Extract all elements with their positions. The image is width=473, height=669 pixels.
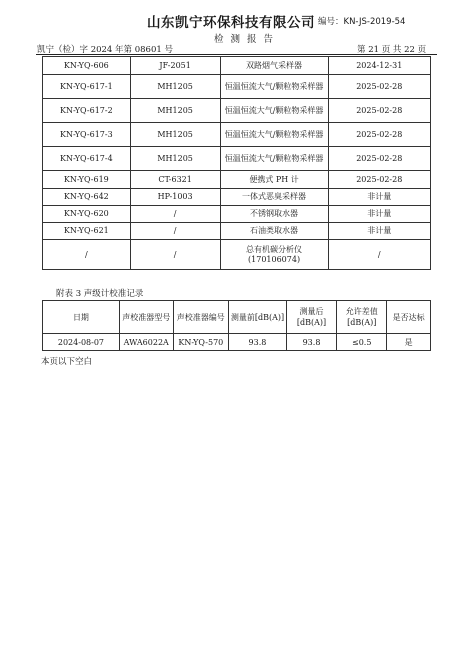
calibration-date: 2024-12-31	[328, 57, 430, 75]
equipment-id: KN-YQ-642	[43, 189, 131, 206]
header-calibrator-id: 声校准器编号	[173, 301, 228, 334]
equipment-model: /	[130, 240, 220, 270]
header-calibrator-model: 声校准器型号	[119, 301, 173, 334]
calibration-date: 2025-02-28	[328, 75, 430, 99]
equipment-name: 双路烟气采样器	[220, 57, 328, 75]
cell-date: 2024-08-07	[43, 334, 120, 351]
equipment-model: CT-6321	[130, 171, 220, 189]
calibration-date: 2025-02-28	[328, 171, 430, 189]
header-allowed-diff: 允许差值[dB(A)]	[337, 301, 387, 334]
equipment-model: MH1205	[130, 147, 220, 171]
equipment-name: 一体式恶臭采样器	[220, 189, 328, 206]
equipment-name: 恒温恒流大气/颗粒物采样器	[220, 147, 328, 171]
header-pass: 是否达标	[387, 301, 431, 334]
equipment-id: KN-YQ-619	[43, 171, 131, 189]
table-row	[43, 189, 431, 206]
table-row	[43, 240, 431, 270]
cell-allowed-diff: ≤0.5	[337, 334, 387, 351]
equipment-name: 恒温恒流大气/颗粒物采样器	[220, 75, 328, 99]
blank-below-note: 本页以下空白	[41, 357, 93, 367]
cell-pass: 是	[387, 334, 431, 351]
equipment-name: 恒温恒流大气/颗粒物采样器	[220, 99, 328, 123]
table-row	[43, 223, 431, 240]
calibration-date: 2025-02-28	[328, 99, 430, 123]
equipment-model: MH1205	[130, 99, 220, 123]
table-row	[43, 123, 431, 147]
calibration-date: 2025-02-28	[328, 123, 430, 147]
equipment-id: KN-YQ-617-4	[43, 147, 131, 171]
equipment-name: 恒温恒流大气/颗粒物采样器	[220, 123, 328, 147]
header-after: 测量后[dB(A)]	[286, 301, 336, 334]
equipment-id: KN-YQ-621	[43, 223, 131, 240]
report-number: 凯宁（检）字 2024 年第 08601 号	[37, 45, 173, 55]
equipment-name: 总有机碳分析仪 (170106074)	[220, 240, 328, 270]
equipment-id: /	[43, 240, 131, 270]
page-indicator: 第 21 页 共 22 页	[357, 45, 427, 55]
calibration-table	[42, 300, 431, 351]
equipment-model: MH1205	[130, 75, 220, 99]
table-row	[43, 99, 431, 123]
equipment-name: 石油类取水器	[220, 223, 328, 240]
header-rule	[36, 54, 437, 55]
equipment-id: KN-YQ-617-3	[43, 123, 131, 147]
table-row	[43, 171, 431, 189]
calibration-date: 非计量	[328, 189, 430, 206]
equipment-table	[42, 56, 431, 270]
equipment-id: KN-YQ-620	[43, 206, 131, 223]
cell-calibrator-model: AWA6022A	[119, 334, 173, 351]
equipment-model: /	[130, 223, 220, 240]
cell-calibrator-id: KN-YQ-570	[173, 334, 228, 351]
equipment-id: KN-YQ-606	[43, 57, 131, 75]
calibration-caption: 附表 3 声级计校准记录	[56, 289, 144, 299]
equipment-name: 不锈钢取水器	[220, 206, 328, 223]
calibration-date: /	[328, 240, 430, 270]
table-row	[43, 75, 431, 99]
equipment-id: KN-YQ-617-1	[43, 75, 131, 99]
equipment-model: JF-2051	[130, 57, 220, 75]
calibration-date: 2025-02-28	[328, 147, 430, 171]
table-row	[43, 206, 431, 223]
table-row	[43, 147, 431, 171]
header-date: 日期	[43, 301, 120, 334]
calibration-date: 非计量	[328, 223, 430, 240]
report-title: 检 测 报 告	[214, 34, 276, 45]
table-row	[43, 334, 431, 351]
equipment-model: HP-1003	[130, 189, 220, 206]
equipment-id: KN-YQ-617-2	[43, 99, 131, 123]
table-header-row	[43, 301, 431, 334]
table-row	[43, 57, 431, 75]
calibration-date: 非计量	[328, 206, 430, 223]
equipment-name: 便携式 PH 计	[220, 171, 328, 189]
document-code: 编号：KN-JS-2019-54	[318, 17, 406, 27]
cell-after: 93.8	[286, 334, 336, 351]
equipment-model: MH1205	[130, 123, 220, 147]
equipment-model: /	[130, 206, 220, 223]
header-before: 测量前[dB(A)]	[229, 301, 287, 334]
cell-before: 93.8	[229, 334, 287, 351]
company-name: 山东凯宁环保科技有限公司	[147, 15, 315, 31]
